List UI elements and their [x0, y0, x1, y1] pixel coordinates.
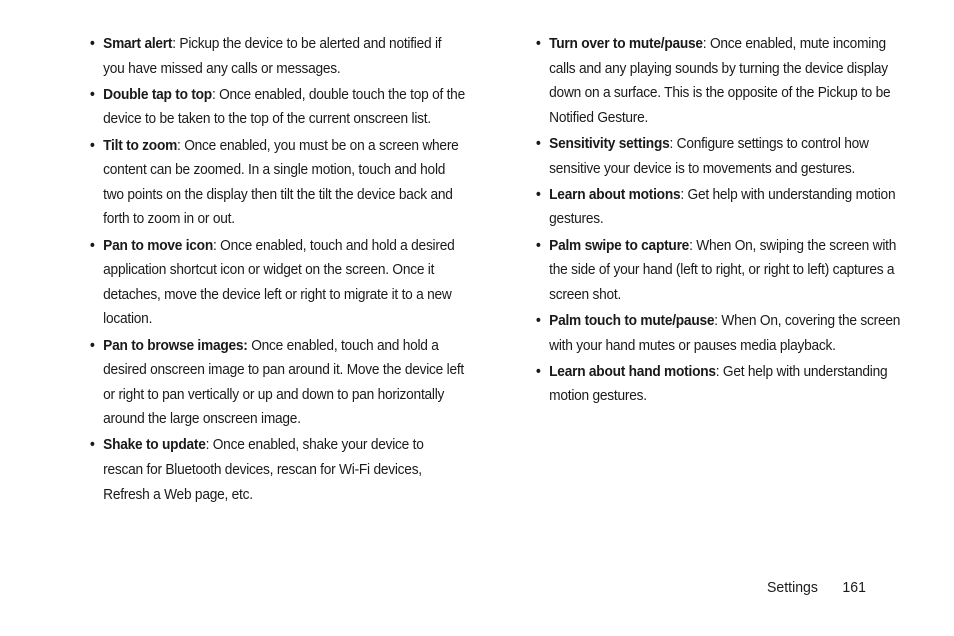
bullet: • — [536, 363, 541, 380]
bullet: • — [536, 135, 541, 152]
list-item-turn-over-to-mute — [536, 32, 912, 130]
bullet: • — [536, 312, 541, 329]
item-description: When On, swiping the screen with the side of your hand (left to right, or right to left) captures a screen shot. — [549, 237, 897, 303]
list-item-shake-to-update — [90, 433, 466, 507]
list-item-pan-to-move-icon — [90, 234, 466, 332]
item-separator: : — [212, 237, 221, 254]
bullet: • — [90, 137, 95, 154]
item-term: Learn about motions — [549, 186, 681, 203]
item-description: Once enabled, shake your device to rescan for Bluetooth devices, rescan for Wi-Fi devices, Refresh a Web page, etc. — [103, 437, 424, 503]
item-term: Pan to move icon — [103, 237, 213, 254]
item-description: Once enabled, double touch the top of the device to be taken to the top of the current onscreen list. — [103, 86, 465, 128]
item-description: Pickup the device to be alerted and notified if you have missed any calls or messages. — [103, 36, 442, 77]
item-term: Smart alert — [103, 36, 173, 52]
item-separator: : — [702, 36, 710, 52]
left-column — [90, 32, 465, 509]
list-item-palm-touch-to-mute — [536, 309, 912, 358]
item-separator: : — [715, 363, 723, 380]
item-term: Double tap to top — [103, 86, 212, 103]
item-description: Configure settings to control how sensitive your device is to movements and gestures. — [549, 135, 869, 177]
item-separator: : — [714, 312, 722, 329]
item-description: Get help with understanding motion gestures. — [549, 363, 888, 405]
item-description: Get help with understanding motion gestures. — [549, 186, 896, 228]
item-term: Turn over to mute/pause — [549, 36, 703, 52]
item-description: When On, covering the screen with your hand mutes or pauses media playback. — [549, 312, 901, 354]
list-item-tilt-to-zoom — [90, 134, 466, 232]
item-term: Tilt to zoom — [103, 137, 178, 154]
item-description: Once enabled, touch and hold a desired application shortcut icon or widget on the screen. Once it detaches, move the device left or right to migrate it to a new location. — [103, 237, 455, 328]
list-item-palm-swipe-to-capture — [536, 234, 912, 308]
item-description: Once enabled, you must be on a screen where content can be zoomed. In a single motion, touch and hold two points on the display then tilt the tilt the device back and forth to zoom in or out. — [103, 137, 459, 228]
item-separator: : — [689, 237, 697, 254]
list-item-pan-to-browse-images — [90, 334, 466, 432]
item-description: Once enabled, mute incoming calls and any playing sounds by turning the device display down on a surface. This is the opposite of the Pickup to be Notified Gesture. — [549, 36, 891, 126]
right-column — [536, 32, 901, 410]
footer-section-title: Settings — [767, 579, 818, 596]
item-term: Learn about hand motions — [549, 363, 716, 380]
item-separator: : — [680, 186, 688, 203]
bullet: • — [536, 237, 541, 254]
item-description: Once enabled, touch and hold a desired onscreen image to pan around it. Move the device left or right to pan vertically or up and down to pan horizontally around the large onscreen image. — [103, 337, 465, 428]
list-item-smart-alert — [90, 32, 466, 81]
bullet: • — [536, 36, 541, 52]
bullet: • — [90, 237, 95, 254]
item-separator: : — [177, 137, 185, 154]
item-term: Palm touch to mute/pause — [549, 312, 715, 329]
bullet: • — [90, 36, 95, 52]
item-separator: : — [205, 437, 213, 454]
bullet: • — [90, 86, 95, 103]
bullet: • — [90, 437, 95, 454]
item-term: Pan to browse images: — [103, 337, 248, 354]
list-item-learn-about-motions — [536, 183, 912, 232]
item-term: Palm swipe to capture — [549, 237, 690, 254]
item-term: Sensitivity settings — [549, 135, 670, 152]
page-number: 161 — [842, 579, 866, 596]
bullet: • — [536, 186, 541, 203]
item-term: Shake to update — [103, 437, 206, 454]
item-separator: : — [172, 36, 180, 52]
list-item-double-tap-to-top — [90, 83, 466, 132]
page-footer — [767, 576, 866, 600]
list-item-learn-about-hand-motions — [536, 360, 912, 409]
item-separator: : — [669, 135, 677, 152]
bullet: • — [90, 337, 95, 354]
item-separator: : — [211, 86, 220, 103]
list-item-sensitivity-settings — [536, 132, 912, 181]
